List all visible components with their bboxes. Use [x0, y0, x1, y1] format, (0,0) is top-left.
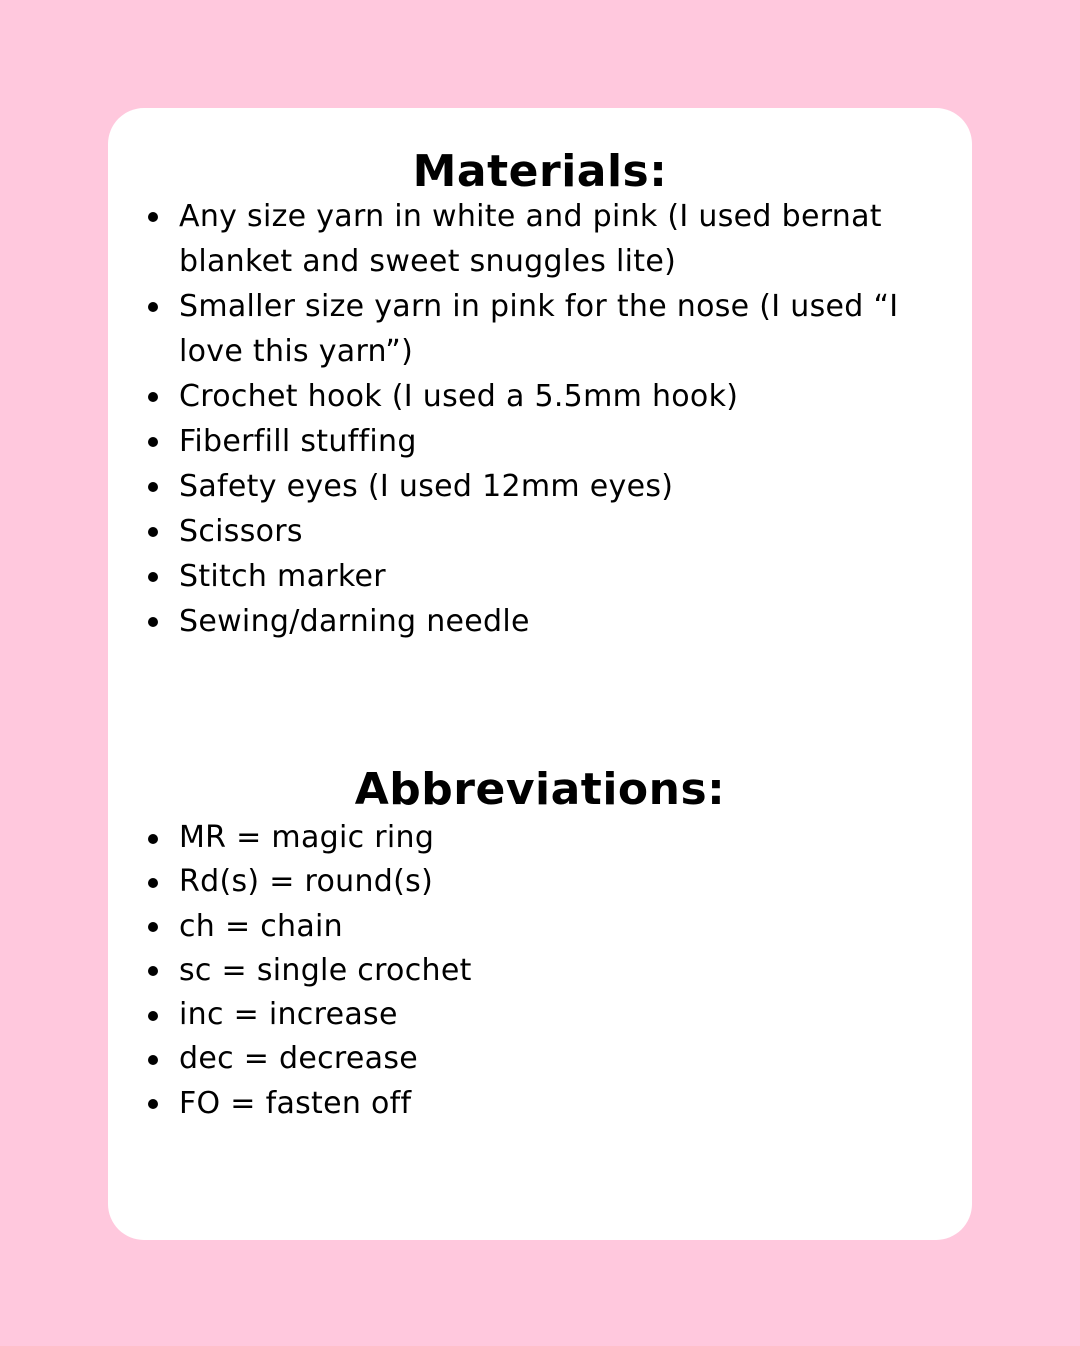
list-item [148, 1082, 948, 1126]
list-item-text: Crochet hook (I used a 5.5mm hook) [179, 379, 739, 414]
bullet-dot-icon [148, 482, 158, 492]
bullet-dot-icon [148, 922, 158, 932]
bullet-dot-icon [148, 572, 158, 582]
list-item-text: Rd(s) = round(s) [179, 864, 434, 900]
list-item [148, 464, 948, 509]
list-item [148, 816, 948, 860]
list-item [148, 509, 948, 554]
bullet-dot-icon [148, 1099, 158, 1109]
list-item-text: Any size yarn in white and pink (I used bernat blanket and sweet snuggles lite) [179, 199, 882, 279]
bullet-dot-icon [148, 392, 158, 402]
list-item-text: MR = magic ring [179, 820, 435, 855]
bullet-dot-icon [148, 878, 158, 888]
list-item [148, 905, 948, 949]
materials-title: Materials: [412, 146, 668, 197]
list-item-text: sc = single crochet [179, 952, 472, 988]
bullet-dot-icon [148, 437, 158, 447]
list-item [148, 993, 948, 1037]
abbreviations-list [148, 816, 948, 1126]
list-item [148, 284, 948, 374]
list-item [148, 860, 948, 904]
bullet-dot-icon [148, 212, 158, 222]
list-item-text: Scissors [179, 514, 303, 549]
content-card [108, 108, 972, 1240]
list-item-text: Smaller size yarn in pink for the nose (I used “I love this yarn”) [179, 289, 899, 369]
list-item [148, 194, 948, 284]
list-item-text: inc = increase [179, 997, 398, 1033]
list-item [148, 554, 948, 599]
bullet-dot-icon [148, 302, 158, 312]
bullet-dot-icon [148, 1055, 158, 1065]
list-item [148, 419, 948, 464]
list-item [148, 599, 948, 644]
list-item-text: dec = decrease [179, 1041, 418, 1077]
list-item-text: ch = chain [179, 908, 343, 944]
bullet-dot-icon [148, 834, 158, 844]
list-item-text: Fiberfill stuffing [179, 424, 417, 459]
bullet-dot-icon [148, 966, 158, 976]
list-item-text: FO = fasten off [179, 1085, 412, 1121]
list-item-text: Sewing/darning needle [179, 604, 530, 639]
bullet-dot-icon [148, 617, 158, 627]
list-item [148, 949, 948, 993]
materials-list [148, 194, 948, 644]
list-item [148, 1037, 948, 1081]
bullet-dot-icon [148, 527, 158, 537]
list-item-text: Stitch marker [179, 559, 386, 594]
list-item-text: Safety eyes (I used 12mm eyes) [179, 469, 674, 504]
list-item [148, 374, 948, 419]
abbreviations-title: Abbreviations: [354, 764, 726, 815]
bullet-dot-icon [148, 1011, 158, 1021]
